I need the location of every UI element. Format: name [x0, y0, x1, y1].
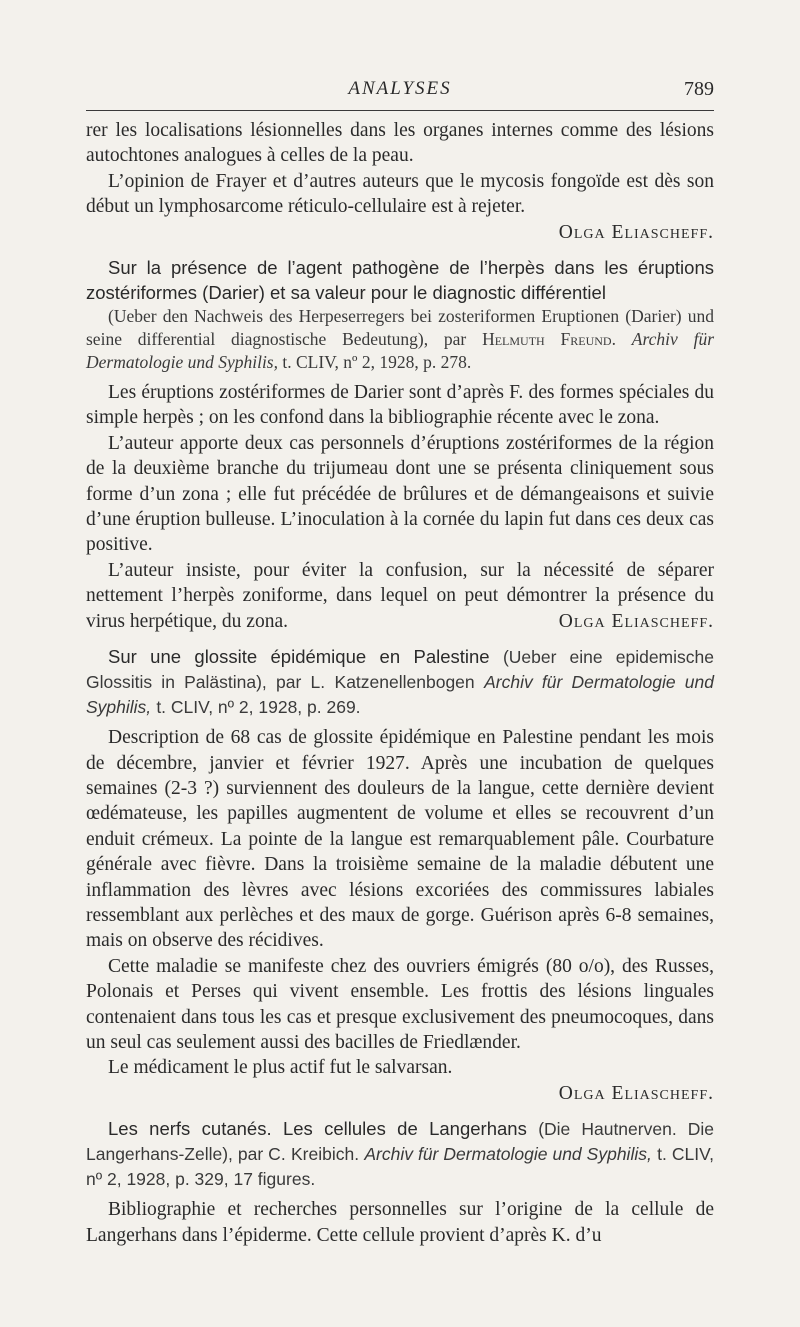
- reference-author: Helmuth Freund.: [482, 329, 616, 350]
- reference-details: t. CLIV, nº 2, 1928, p. 329, 17 figures.: [86, 1144, 715, 1190]
- article-title: [86, 644, 714, 719]
- running-title: ANALYSES: [348, 78, 452, 99]
- reference-text: (Ueber eine epidemische Glossitis in Palästina), par L.: [86, 647, 714, 693]
- article-title-text: Sur une glossite épidémique en Palestine: [108, 646, 490, 668]
- article-herpes: [86, 255, 714, 634]
- article-title-text: Les nerfs cutanés. Les cellules de Langerhans: [108, 1118, 527, 1140]
- reference-journal: Archiv für Dermatologie und Syphilis,: [364, 1144, 652, 1165]
- reference-text: (Ueber den Nachweis des Herpeserregers bei zosteriformen Eruptionen (Darier) und seine differential diagnostische Bedeutung), par: [86, 306, 714, 350]
- article-paragraph: Les éruptions zostériformes de Darier sont d’après F. des formes spéciales du simple herpès ; on les confond dans la bibliographie récente avec le zona.: [86, 382, 714, 429]
- reference-details: t. CLIV, nº 2, 1928, p. 269.: [156, 697, 361, 718]
- article-langerhans: [86, 1116, 714, 1248]
- reference-journal: Archiv für Dermatologie und Syphilis,: [86, 672, 715, 718]
- article-paragraph: Bibliographie et recherches personnelles sur l’origine de la cellule de Langerhans dans l’épiderme. Cette cellule provient d’après K. d’u: [86, 1199, 714, 1246]
- article-paragraph: Cette maladie se manifeste chez des ouvriers émigrés (80 o/o), des Russes, Polonais et Perses qui vivent ensemble. Les frottis des lésions linguales contenaient dans tous les cas et presque exclusivement des pneumocoques, dans un seul cas seulement aussi des bacilles de Friedlænder.: [86, 955, 714, 1053]
- intro-paragraph: L’opinion de Frayer et d’autres auteurs que le mycosis fongoïde est dès son début un lymphosarcome réticulo-cellulaire est à rejeter.: [86, 170, 714, 218]
- intro-paragraph: rer les localisations lésionnelles dans les organes internes comme des lésions autochtones analogues à celles de la peau.: [86, 120, 714, 167]
- article-glossite: [86, 644, 714, 1106]
- article-paragraph: Description de 68 cas de glossite épidémique en Palestine pendant les mois de décembre, janvier et février 1927. Après une incubation de quelques semaines (2-3 ?) surviennent des douleurs de la langue, cette dernière devient œdémateuse, les papilles augmentent de volume et elles se recouvrent d’un enduit crémeux. La pointe de la langue est remarquablement pâle. Courbature générale avec fièvre. Dans la troisième semaine de la maladie débutent une inflammation des lèvres avec lésions excoriées des commissures labiales ressemblant aux perlèches et des maux de gorge. Guérison après 6-8 semaines, mais on observe des récidives.: [86, 727, 714, 952]
- reference-text: (Die Hautnerven. Die Langerhans-Zelle), par C.: [86, 1119, 715, 1165]
- article-paragraph: L’auteur insiste, pour éviter la confusion, sur la nécessité de séparer nettement l’herpès zoniforme, dans lequel on peut démontrer la présence du virus herpétique, du zona.: [86, 559, 714, 632]
- signature: Olga Eliascheff.: [558, 221, 714, 243]
- reference-details: t. CLIV, nº 2, 1928, p. 278.: [282, 352, 472, 373]
- reference-author: Kreibich.: [290, 1144, 360, 1165]
- running-header: [86, 74, 714, 104]
- article-title: [86, 1116, 714, 1191]
- signature: Olga Eliascheff.: [558, 610, 714, 632]
- signature: Olga Eliascheff.: [558, 1082, 714, 1104]
- header-rule: [86, 110, 714, 111]
- article-title: Sur la présence de l’agent pathogène de l’herpès dans les éruptions zostériformes (Darier) et sa valeur pour le diagnostic différentiel: [86, 257, 714, 304]
- page-number: 789: [684, 78, 714, 100]
- reference-journal: Archiv für Dermatologie und Syphilis,: [86, 329, 714, 373]
- article-paragraph: Le médicament le plus actif fut le salvarsan.: [108, 1057, 453, 1079]
- article-reference: [86, 305, 714, 374]
- reference-author: Katzenellenbogen: [334, 672, 475, 693]
- article-paragraph: L’auteur apporte deux cas personnels d’éruptions zostériformes de la région de la deuxième branche du trijumeau dont une se présenta cliniquement sous forme d’un zona ; elle fut précédée de brûlures et de démangeaisons et suivie d’une éruption bulleuse. L’inoculation à la cornée du lapin fut dans ces deux cas positive.: [86, 432, 714, 556]
- page-content: [86, 118, 714, 1248]
